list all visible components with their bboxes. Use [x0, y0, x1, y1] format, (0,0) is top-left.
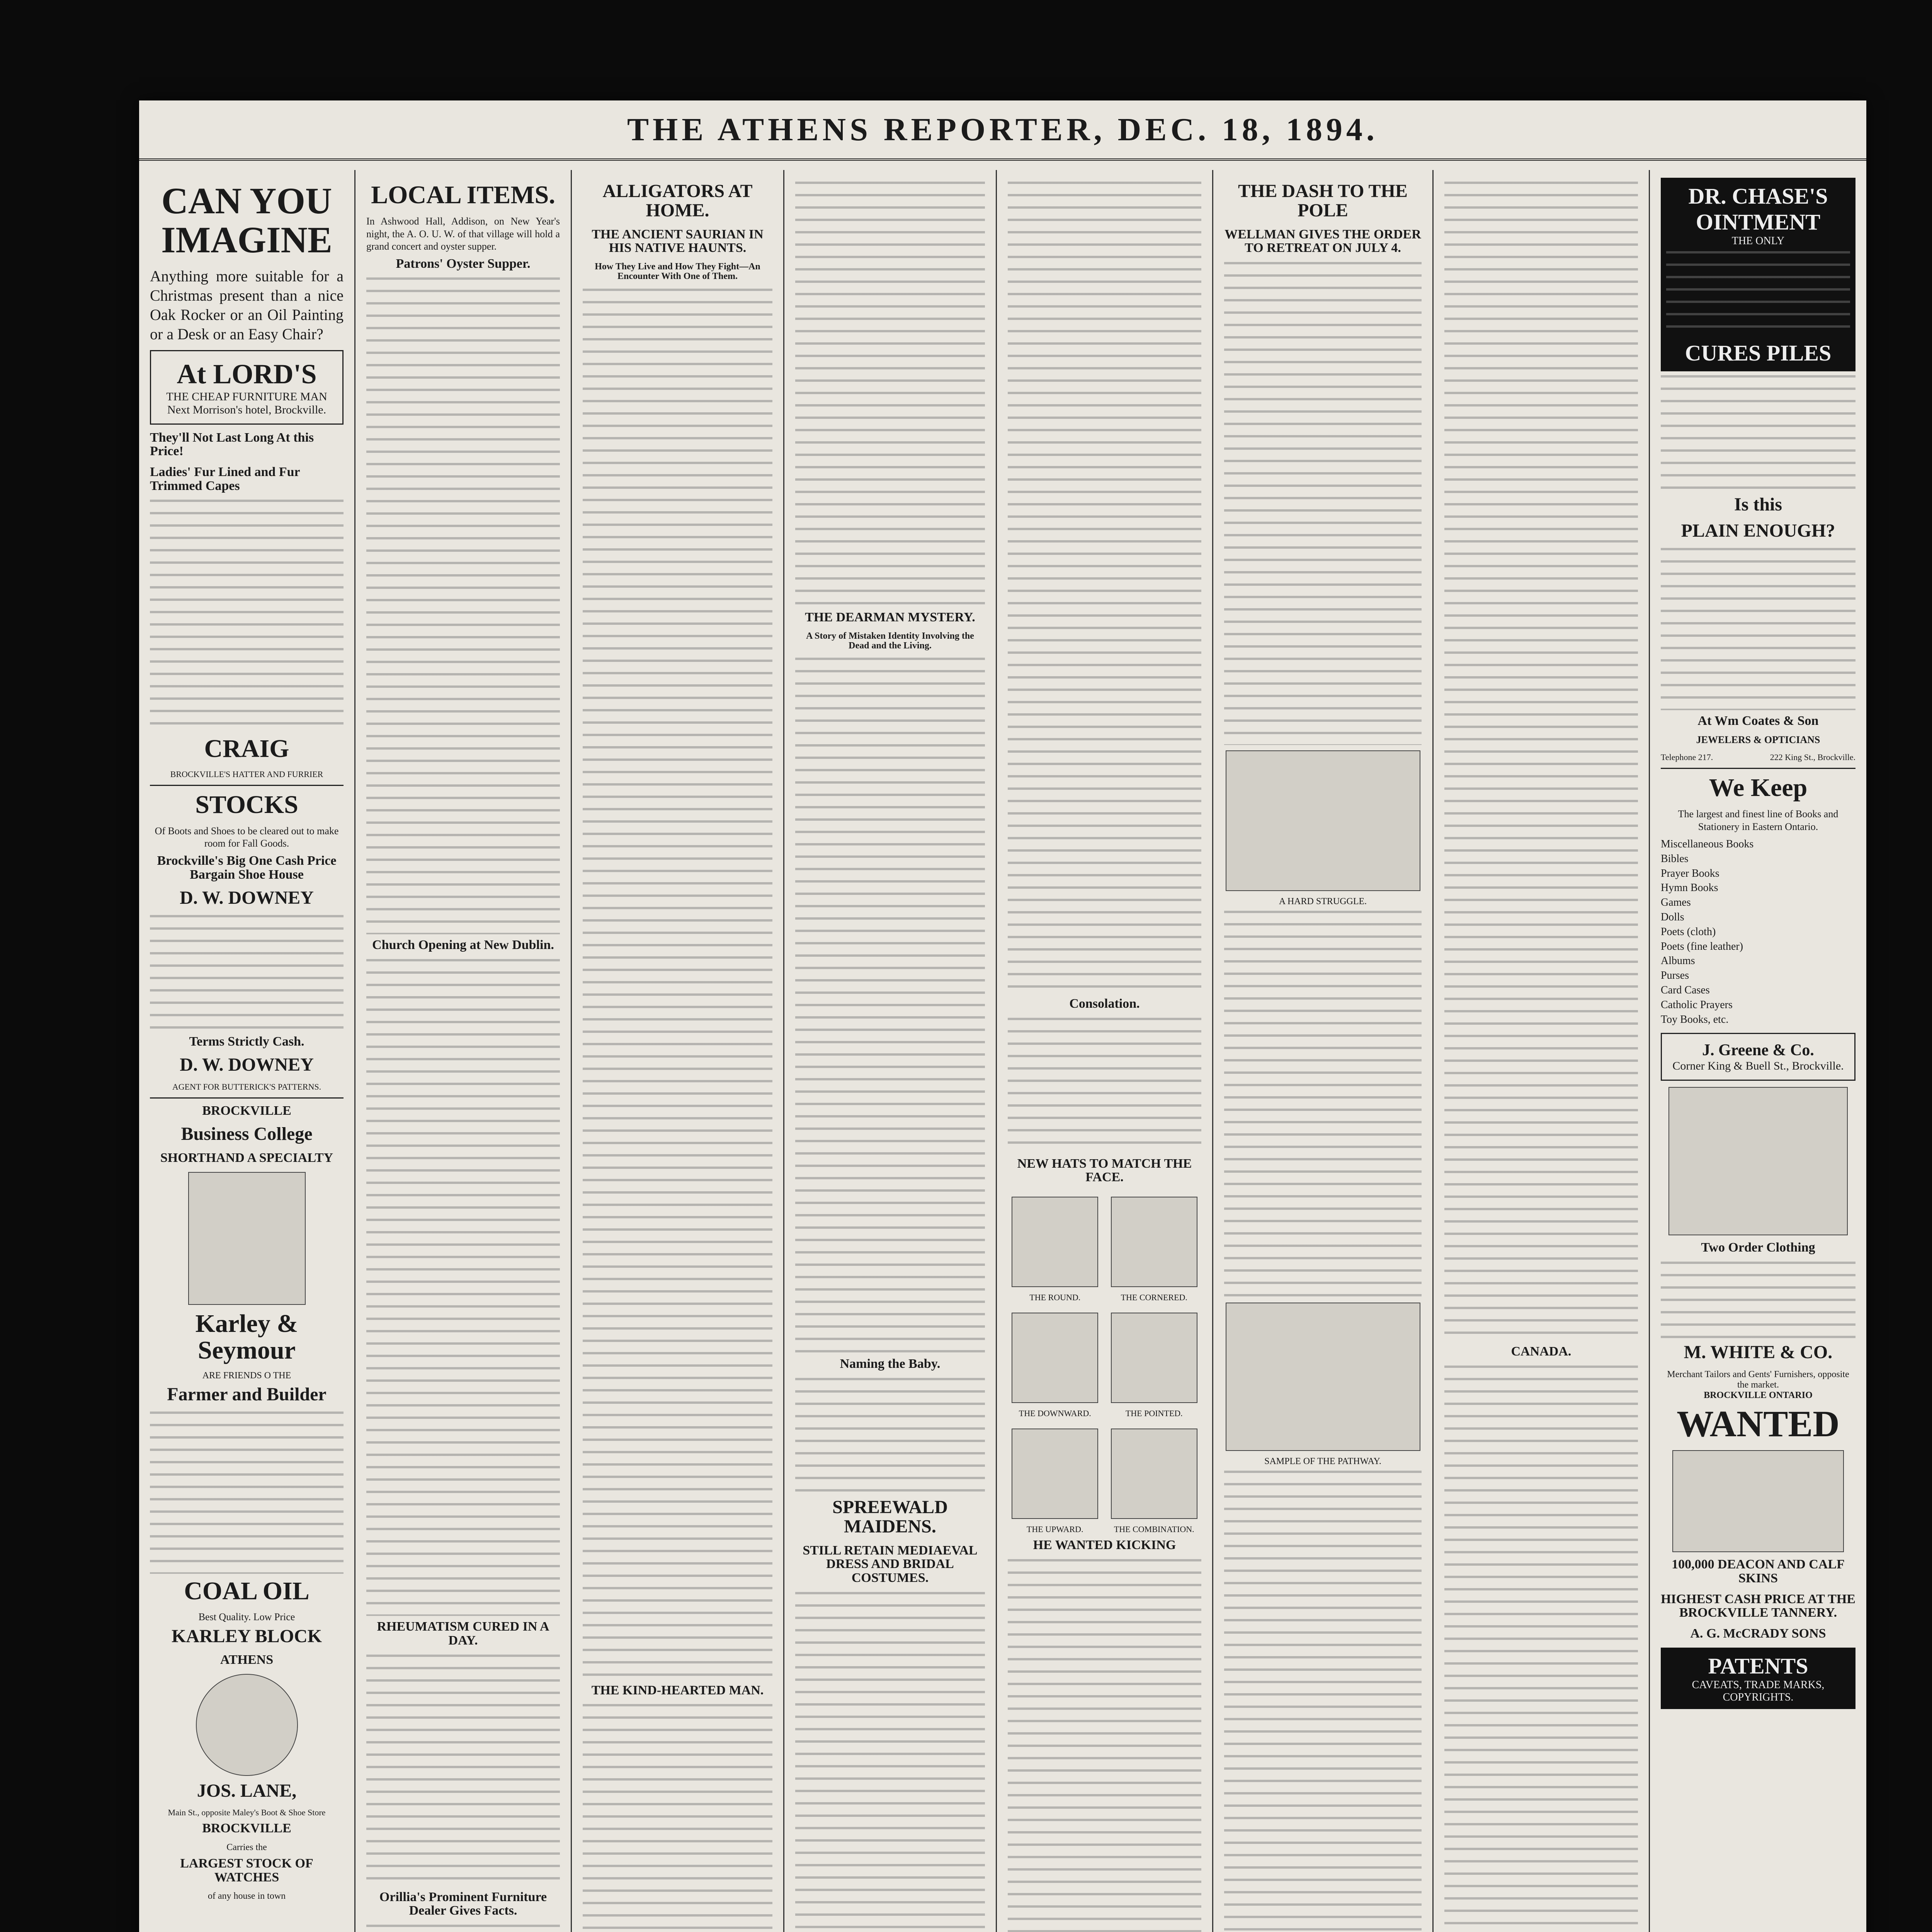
book-item: Games [1661, 896, 1691, 909]
lane-carries: Carries the [226, 1842, 267, 1852]
book-item: Hymn Books [1661, 882, 1718, 894]
naming-heading: Naming the Baby. [840, 1357, 940, 1371]
lane-city: BROCKVILLE [202, 1821, 291, 1836]
text-block [1661, 1262, 1855, 1339]
book-item: Bibles [1661, 852, 1689, 865]
text-block [150, 915, 344, 1031]
college-heading: Business College [181, 1124, 313, 1145]
we-keep-sub: The largest and finest line of Books and Stationery in Eastern Ontario. [1678, 808, 1838, 832]
text-block [795, 1378, 985, 1494]
hat-label: THE POINTED. [1125, 1408, 1183, 1418]
pathway-caption: SAMPLE OF THE PATHWAY. [1264, 1456, 1381, 1467]
text-block [795, 182, 985, 607]
coates-phone: Telephone 217. [1661, 752, 1713, 762]
hat-figure [1008, 1423, 1102, 1534]
hat-figure [1107, 1423, 1202, 1534]
church-heading: Church Opening at New Dublin. [372, 938, 554, 952]
hat-figure [1107, 1191, 1202, 1303]
text-block [1444, 182, 1638, 1341]
local-item-1: In Ashwood Hall, Addison, on New Year's night, the A. O. U. W. of that village will hold a grand concert and oyster supper. [366, 216, 560, 252]
cow-illustration [1672, 1450, 1844, 1552]
lords-title: At LORD'S [177, 358, 317, 389]
hat-figure [1008, 1191, 1102, 1303]
patents-title: PATENTS [1708, 1653, 1808, 1679]
lane-sub: Main St., opposite Maley's Boot & Shoe Store [168, 1808, 326, 1818]
hat-label: THE COMBINATION. [1114, 1524, 1194, 1534]
white-sub: Merchant Tailors and Gents' Furnishers, opposite the market. [1667, 1369, 1849, 1390]
lane-stock: LARGEST STOCK OF WATCHES [180, 1856, 313, 1884]
column-5 [997, 170, 1213, 1932]
lane-heading: JOS. LANE, [197, 1780, 297, 1801]
text-block [583, 1704, 772, 1932]
last-long-heading: They'll Not Last Long At this Price! [150, 430, 314, 459]
hard-struggle-caption: A HARD STRUGGLE. [1279, 896, 1367, 907]
greene-ad [1661, 1033, 1855, 1081]
plain-heading-1: Is this [1734, 494, 1782, 515]
text-block [1661, 548, 1855, 710]
text-block [795, 658, 985, 1353]
book-item: Catholic Prayers [1661, 998, 1733, 1011]
lords-addr: Next Morrison's hotel, Brockville. [167, 403, 327, 416]
book-item: Dolls [1661, 911, 1684, 923]
divider [150, 1097, 344, 1099]
text-block [1008, 1559, 1201, 1932]
text-block [1444, 1366, 1638, 1932]
text-block [1224, 911, 1422, 1297]
hat-illustration [1111, 1197, 1197, 1287]
coates-heading: At Wm Coates & Son [1697, 713, 1819, 728]
spreewald-sub: STILL RETAIN MEDIAEVAL DRESS AND BRIDAL COSTUMES. [803, 1543, 978, 1585]
text-block [1224, 262, 1422, 745]
rheumatism-heading: RHEUMATISM CURED IN A DAY. [377, 1619, 549, 1648]
clothing-illustration [1668, 1087, 1848, 1235]
masthead-title: THE ATHENS REPORTER, DEC. 18, 1894. [627, 111, 1379, 148]
book-item: Poets (cloth) [1661, 925, 1716, 938]
white-heading: M. WHITE & CO. [1684, 1342, 1833, 1363]
karley-sub: ARE FRIENDS O THE [202, 1371, 291, 1381]
text-block [366, 959, 560, 1616]
hat-label: THE CORNERED. [1121, 1293, 1187, 1303]
mccrady-heading: A. G. McCRADY SONS [1690, 1626, 1826, 1641]
can-you-imagine-headline: CAN YOU IMAGINE [161, 180, 332, 260]
masthead [139, 100, 1866, 161]
hat-illustration [1111, 1313, 1197, 1403]
spreewald-headline: SPREEWALD MAIDENS. [832, 1497, 948, 1537]
text-block [583, 289, 772, 1680]
greene-title: J. Greene & Co. [1702, 1041, 1814, 1060]
text-block [150, 500, 344, 731]
column-8 [1650, 170, 1866, 1932]
chase-ad [1661, 178, 1855, 371]
plain-heading-2: PLAIN ENOUGH? [1681, 520, 1835, 541]
patents-ad [1661, 1648, 1855, 1709]
coates-sub: JEWELERS & OPTICIANS [1696, 734, 1820, 746]
terms-text: Terms Strictly Cash. [189, 1034, 304, 1049]
book-item: Poets (fine leather) [1661, 940, 1743, 952]
text-block [1661, 375, 1855, 491]
coates-address: 222 King St., Brockville. [1770, 752, 1855, 762]
alligators-sub: THE ANCIENT SAURIAN IN HIS NATIVE HAUNTS. [592, 227, 764, 255]
hard-struggle-illustration [1226, 750, 1420, 891]
hats-grid [1008, 1191, 1201, 1534]
consolation-heading: Consolation. [1069, 997, 1140, 1011]
text-block [1224, 1471, 1422, 1932]
highest-heading: HIGHEST CASH PRICE AT THE BROCKVILLE TANNERY. [1661, 1592, 1855, 1620]
column-2 [355, 170, 572, 1932]
column-1 [139, 170, 355, 1932]
two-order-heading: Two Order Clothing [1701, 1240, 1815, 1255]
kind-man-heading: THE KIND-HEARTED MAN. [591, 1683, 764, 1697]
hat-illustration [1012, 1197, 1098, 1287]
capes-heading: Ladies' Fur Lined and Fur Trimmed Capes [150, 464, 300, 493]
white-city: BROCKVILLE ONTARIO [1704, 1390, 1813, 1400]
we-keep-heading: We Keep [1709, 773, 1808, 802]
downey-heading-2: D. W. DOWNEY [180, 1054, 314, 1075]
column-4 [784, 170, 997, 1932]
book-item: Purses [1661, 969, 1689, 982]
book-item: Card Cases [1661, 984, 1710, 997]
pole-sub: WELLMAN GIVES THE ORDER TO RETREAT ON JULY 4. [1225, 227, 1421, 255]
hat-label: THE DOWNWARD. [1019, 1408, 1091, 1418]
builder-heading: Farmer and Builder [167, 1384, 327, 1405]
text-block [366, 1655, 560, 1886]
text-block [1008, 182, 1201, 993]
coal-heading: COAL OIL [184, 1577, 310, 1605]
canada-heading: CANADA. [1511, 1344, 1571, 1359]
stocks-sub: Of Boots and Shoes to be cleared out to make room for Fall Goods. [155, 825, 339, 849]
column-6 [1213, 170, 1434, 1932]
chase-only: THE ONLY [1731, 235, 1785, 247]
column-7 [1434, 170, 1650, 1932]
watch-illustration [196, 1674, 298, 1776]
coates-contact [1661, 752, 1855, 762]
oyster-heading: Patrons' Oyster Supper. [396, 256, 531, 271]
greene-address: Corner King & Buell St., Brockville. [1672, 1060, 1844, 1073]
wanted-heading: WANTED [1677, 1403, 1840, 1444]
craig-sub: BROCKVILLE'S HATTER AND FURRIER [170, 769, 323, 779]
column-3 [572, 170, 784, 1932]
book-item: Toy Books, etc. [1661, 1013, 1729, 1026]
deacon-heading: 100,000 DEACON AND CALF SKINS [1672, 1557, 1845, 1585]
hats-heading: NEW HATS TO MATCH THE FACE. [1017, 1156, 1192, 1185]
book-item: Albums [1661, 955, 1695, 967]
hat-figure [1008, 1307, 1102, 1418]
text-block [150, 1412, 344, 1574]
karley-heading: Karley & Seymour [195, 1309, 298, 1364]
block-heading: KARLEY BLOCK [172, 1626, 322, 1646]
alligators-sub2: How They Live and How They Fight—An Encounter With One of Them. [595, 262, 760, 282]
coal-sub: Best Quality. Low Price [198, 1611, 295, 1622]
illustration-figure [188, 1172, 306, 1305]
lane-town: of any house in town [207, 1891, 286, 1901]
book-item: Prayer Books [1661, 867, 1719, 879]
pathway-illustration [1226, 1303, 1420, 1451]
chase-title: DR. CHASE'S OINTMENT [1688, 184, 1828, 235]
hat-label: THE UPWARD. [1026, 1524, 1083, 1534]
divider [150, 785, 344, 786]
divider [1661, 768, 1855, 769]
downey-heading: D. W. DOWNEY [180, 888, 314, 908]
text-block [366, 1925, 560, 1932]
hat-illustration [1111, 1429, 1197, 1519]
hat-label: THE ROUND. [1029, 1293, 1081, 1303]
hat-illustration [1012, 1429, 1098, 1519]
mystery-sub: A Story of Mistaken Identity Involving the Dead and the Living. [806, 631, 974, 651]
piles-text: CURES PILES [1685, 340, 1832, 366]
lords-ad [150, 350, 344, 425]
hat-illustration [1012, 1313, 1098, 1403]
college-city: BROCKVILLE [202, 1103, 291, 1118]
newspaper-page [139, 100, 1866, 1932]
book-item: Miscellaneous Books [1661, 838, 1754, 850]
bargain-heading: Brockville's Big One Cash Price Bargain Shoe House [157, 853, 337, 882]
hat-figure [1107, 1307, 1202, 1418]
text-block [1008, 1018, 1201, 1153]
alligators-headline: ALLIGATORS AT HOME. [602, 181, 753, 221]
orillia-heading: Orillia's Prominent Furniture Dealer Gives Facts. [379, 1889, 547, 1918]
craig-logo: CRAIG [204, 735, 289, 763]
stocks-heading: STOCKS [195, 790, 298, 819]
pole-headline: THE DASH TO THE POLE [1238, 181, 1408, 221]
text-block [795, 1592, 985, 1932]
shorthand-text: SHORTHAND A SPECIALTY [160, 1150, 333, 1165]
text-block [1666, 251, 1850, 336]
mystery-heading: THE DEARMAN MYSTERY. [805, 610, 975, 624]
athens-heading: ATHENS [220, 1653, 274, 1667]
lords-sub: THE CHEAP FURNITURE MAN [166, 390, 327, 403]
text-block [366, 277, 560, 934]
local-items-headline: LOCAL ITEMS. [371, 181, 555, 209]
book-list [1661, 837, 1855, 1027]
agent-text: AGENT FOR BUTTERICK'S PATTERNS. [172, 1082, 321, 1092]
kicking-heading: HE WANTED KICKING [1033, 1538, 1176, 1553]
patents-sub: CAVEATS, TRADE MARKS, COPYRIGHTS. [1692, 1679, 1825, 1703]
intro-text: Anything more suitable for a Christmas present than a nice Oak Rocker or an Oil Painting or a Desk or an Easy Chair? [150, 267, 344, 343]
